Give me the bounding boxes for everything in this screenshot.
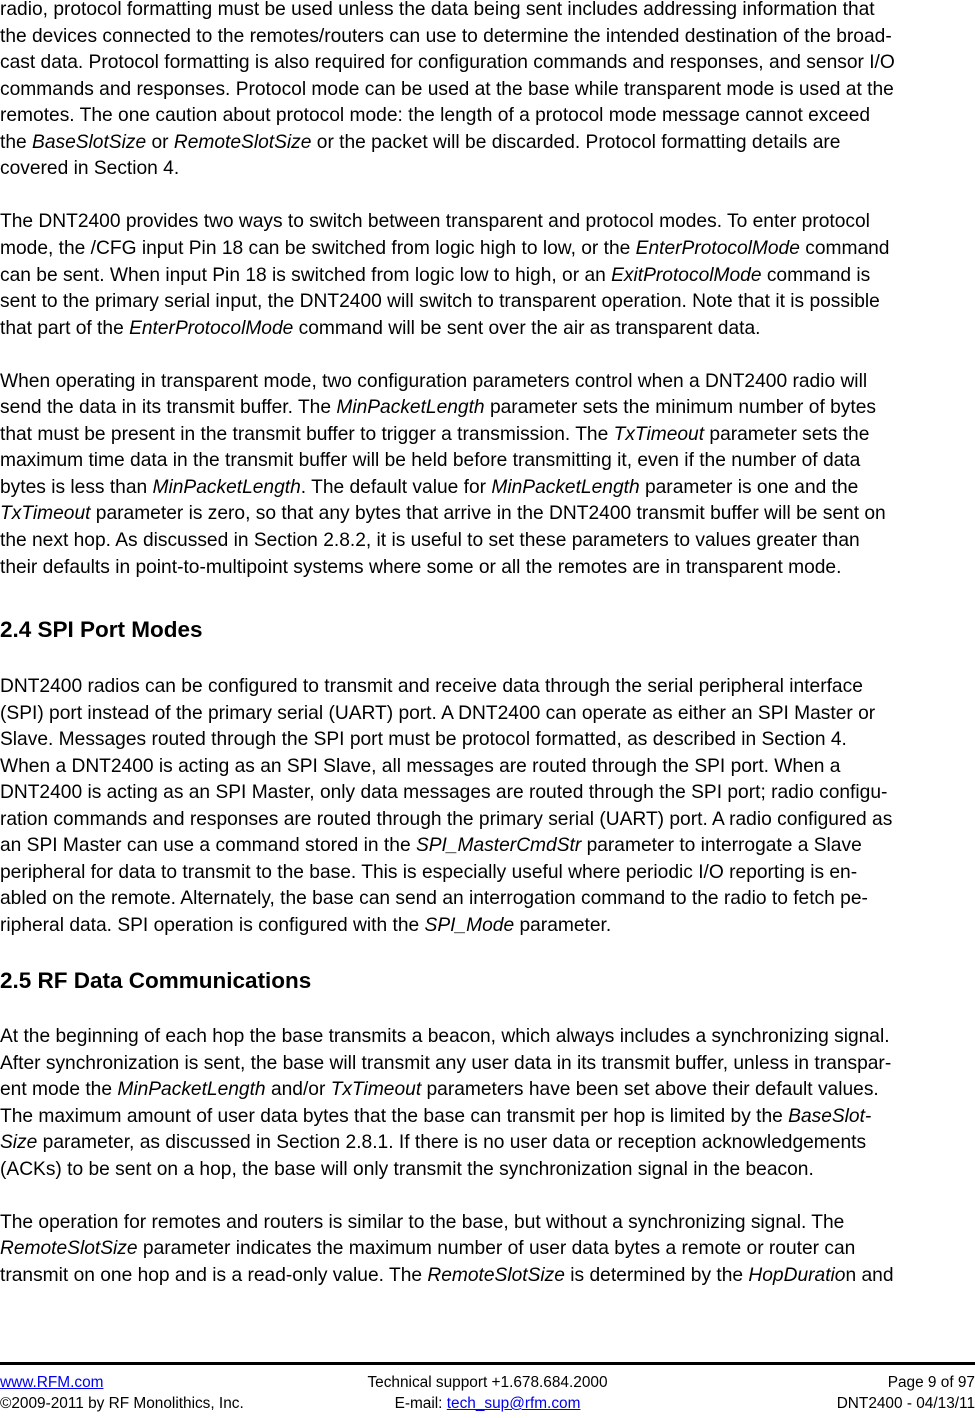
text-line bbox=[0, 316, 760, 342]
parameter-name: MinPacketLength bbox=[336, 397, 485, 419]
text-line bbox=[0, 860, 857, 886]
text-line bbox=[0, 528, 860, 554]
text-run: cast data. Protocol formatting is also required for configuration commands and responses, and sensor I/O bbox=[0, 52, 895, 74]
text-line bbox=[0, 555, 841, 581]
text-run: The DNT2400 provides two ways to switch between transparent and protocol modes. To enter protocol bbox=[0, 211, 870, 233]
parameter-name: SPI_Mode bbox=[424, 914, 515, 936]
text-run: parameter, as discussed in Section 2.8.1. If there is no user data or reception acknowledgements bbox=[37, 1132, 867, 1154]
text-run: can be sent. When input Pin 18 is switched from logic low to high, or an bbox=[0, 264, 612, 286]
text-run: covered in Section 4. bbox=[0, 158, 180, 180]
text-run: The maximum amount of user data bytes that the base can transmit per hop is limited by the bbox=[0, 1105, 789, 1127]
section-heading-rf: 2.5 RF Data Communications bbox=[0, 968, 312, 993]
text-line bbox=[0, 1157, 814, 1183]
text-run: is determined by the bbox=[564, 1264, 749, 1286]
text-run: When a DNT2400 is acting as an SPI Slave, all messages are routed through the SPI port. When a bbox=[0, 755, 841, 777]
text-run: abled on the remote. Alternately, the base can send an interrogation command to the radio to fetch pe- bbox=[0, 888, 868, 910]
text-line bbox=[0, 1236, 855, 1262]
footer-support: Technical support +1.678.684.2000 bbox=[367, 1374, 608, 1391]
text-line bbox=[0, 369, 867, 395]
text-line bbox=[0, 77, 894, 103]
footer-email bbox=[0, 1394, 975, 1413]
text-run: n and bbox=[845, 1264, 894, 1286]
text-line bbox=[0, 130, 840, 156]
text-run: commands and responses. Protocol mode can be used at the base while transparent mode is used at the bbox=[0, 78, 894, 100]
text-line bbox=[0, 1210, 844, 1236]
text-line bbox=[0, 1263, 893, 1289]
text-line bbox=[0, 24, 892, 50]
text-line bbox=[0, 395, 876, 421]
text-line bbox=[0, 1051, 891, 1077]
text-run: parameter indicates the maximum number of user data bytes a remote or router can bbox=[137, 1238, 856, 1260]
parameter-name: BaseSlot- bbox=[788, 1105, 872, 1127]
text-run: or bbox=[146, 131, 174, 153]
text-run: parameter sets the minimum number of bytes bbox=[484, 397, 876, 419]
text-run: command is bbox=[761, 264, 871, 286]
text-line bbox=[0, 674, 863, 700]
text-line bbox=[0, 289, 880, 315]
text-run: (SPI) port instead of the primary serial (UART) port. A DNT2400 can operate as either an SPI Master or bbox=[0, 702, 876, 724]
parameter-name: RemoteSlotSize bbox=[0, 1238, 138, 1260]
text-line bbox=[0, 833, 862, 859]
parameter-name: TxTimeout bbox=[0, 503, 91, 525]
text-run: Slave. Messages routed through the SPI port must be protocol formatted, as described in Section 4. bbox=[0, 729, 847, 751]
text-run: parameter is zero, so that any bytes that arrive in the DNT2400 transmit buffer will be sent on bbox=[90, 503, 886, 525]
text-line bbox=[0, 209, 870, 235]
email-link[interactable]: tech_sup@rfm.com bbox=[446, 1395, 581, 1412]
text-line bbox=[0, 448, 860, 474]
text-run: that part of the bbox=[0, 317, 130, 339]
text-run: . The default value for bbox=[300, 476, 492, 498]
text-run: When operating in transparent mode, two configuration parameters control when a DNT2400 radio will bbox=[0, 370, 868, 392]
text-line bbox=[0, 156, 179, 182]
text-run: bytes is less than bbox=[0, 476, 153, 498]
text-run: DNT2400 is acting as an SPI Master, only data messages are routed through the SPI port; radio configu- bbox=[0, 782, 888, 804]
text-run: sent to the primary serial input, the DNT2400 will switch to transparent operation. Note that it is possible bbox=[0, 291, 880, 313]
text-run: the devices connected to the remotes/routers can use to determine the intended destination of the broad- bbox=[0, 25, 892, 47]
text-run: and/or bbox=[265, 1079, 331, 1101]
text-line bbox=[0, 913, 611, 939]
text-run: that must be present in the transmit buffer to trigger a transmission. The bbox=[0, 423, 614, 445]
parameter-name: MinPacketLength bbox=[491, 476, 640, 498]
text-line bbox=[0, 422, 869, 448]
text-run: send the data in its transmit buffer. The bbox=[0, 397, 337, 419]
text-line bbox=[0, 475, 858, 501]
text-run: the bbox=[0, 131, 33, 153]
text-run: (ACKs) to be sent on a hop, the base will only transmit the synchronization signal in the beacon. bbox=[0, 1158, 814, 1180]
text-run: parameters have been set above their default values. bbox=[421, 1079, 879, 1101]
parameter-name: HopDuratio bbox=[748, 1264, 846, 1286]
text-run: the next hop. As discussed in Section 2.8.2, it is useful to set these parameters to values greater than bbox=[0, 530, 860, 551]
text-line bbox=[0, 701, 875, 727]
text-run: ripheral data. SPI operation is configured with the bbox=[0, 914, 425, 936]
text-run: their defaults in point-to-multipoint systems where some or all the remotes are in transparent mode. bbox=[0, 556, 842, 578]
text-run: or the packet will be discarded. Protocol formatting details are bbox=[311, 131, 841, 153]
text-line bbox=[0, 263, 870, 289]
text-run: At the beginning of each hop the base transmits a beacon, which always includes a synchronizing signal. bbox=[0, 1026, 890, 1047]
text-run: parameter is one and the bbox=[639, 476, 859, 498]
text-run: peripheral for data to transmit to the base. This is especially useful where periodic I/O reporting is en- bbox=[0, 861, 858, 883]
email-label: E-mail: bbox=[394, 1395, 447, 1412]
text-line bbox=[0, 727, 847, 753]
parameter-name: EnterProtocolMode bbox=[635, 237, 800, 259]
parameter-name: Size bbox=[0, 1132, 38, 1154]
text-run: an SPI Master can use a command stored in the bbox=[0, 835, 416, 857]
text-line bbox=[0, 780, 887, 806]
text-run: command bbox=[799, 237, 890, 259]
parameter-name: MinPacketLength bbox=[152, 476, 301, 498]
section-heading-spi: 2.4 SPI Port Modes bbox=[0, 617, 203, 642]
parameter-name: RemoteSlotSize bbox=[173, 131, 312, 153]
text-run: radio, protocol formatting must be used unless the data being sent includes addressing information that bbox=[0, 0, 875, 20]
text-run: ration commands and responses are routed through the primary serial (UART) port. A radio configured as bbox=[0, 808, 893, 830]
text-run: DNT2400 radios can be configured to transmit and receive data through the serial peripheral interface bbox=[0, 676, 863, 697]
text-line bbox=[0, 1104, 871, 1130]
text-line bbox=[0, 1130, 866, 1156]
parameter-name: EnterProtocolMode bbox=[129, 317, 294, 339]
text-line bbox=[0, 807, 892, 833]
text-run: parameter sets the bbox=[704, 423, 870, 445]
text-run: ent mode the bbox=[0, 1079, 118, 1101]
text-run: parameter to interrogate a Slave bbox=[581, 835, 862, 857]
parameter-name: TxTimeout bbox=[613, 423, 705, 445]
footer-copyright: ©2009-2011 by RF Monolithics, Inc. bbox=[0, 1395, 244, 1412]
text-run: maximum time data in the transmit buffer will be held before transmitting it, even if the number of data bbox=[0, 450, 861, 472]
footer-page-number: Page 9 of 97 bbox=[887, 1374, 975, 1391]
text-run: mode, the /CFG input Pin 18 can be switched from logic high to low, or the bbox=[0, 237, 636, 259]
text-run: The operation for remotes and routers is similar to the base, but without a synchronizing signal. The bbox=[0, 1211, 845, 1233]
parameter-name: SPI_MasterCmdStr bbox=[415, 835, 582, 857]
parameter-name: ExitProtocolMode bbox=[611, 264, 762, 286]
parameter-name: BaseSlotSize bbox=[32, 131, 147, 153]
text-line bbox=[0, 50, 895, 76]
text-run: After synchronization is sent, the base will transmit any user data in its transmit buffer, unless in transpar- bbox=[0, 1052, 892, 1074]
website-link-text[interactable]: www.RFM.com bbox=[0, 1374, 104, 1391]
text-run: remotes. The one caution about protocol mode: the length of a protocol mode message cannot exceed bbox=[0, 105, 871, 127]
text-line bbox=[0, 886, 868, 912]
parameter-name: MinPacketLength bbox=[117, 1079, 266, 1101]
text-line bbox=[0, 754, 840, 780]
text-line bbox=[0, 236, 889, 262]
text-run: parameter. bbox=[514, 914, 612, 936]
parameter-name: RemoteSlotSize bbox=[427, 1264, 565, 1286]
text-line bbox=[0, 501, 886, 527]
text-line bbox=[0, 0, 875, 23]
text-line bbox=[0, 1077, 879, 1103]
text-line bbox=[0, 103, 870, 129]
text-run: transmit on one hop and is a read-only value. The bbox=[0, 1264, 428, 1286]
footer-doc-id: DNT2400 - 04/13/11 bbox=[836, 1395, 975, 1412]
footer-divider bbox=[0, 1362, 975, 1365]
text-run: command will be sent over the air as transparent data. bbox=[293, 317, 761, 339]
parameter-name: TxTimeout bbox=[330, 1079, 422, 1101]
text-line bbox=[0, 1024, 890, 1050]
